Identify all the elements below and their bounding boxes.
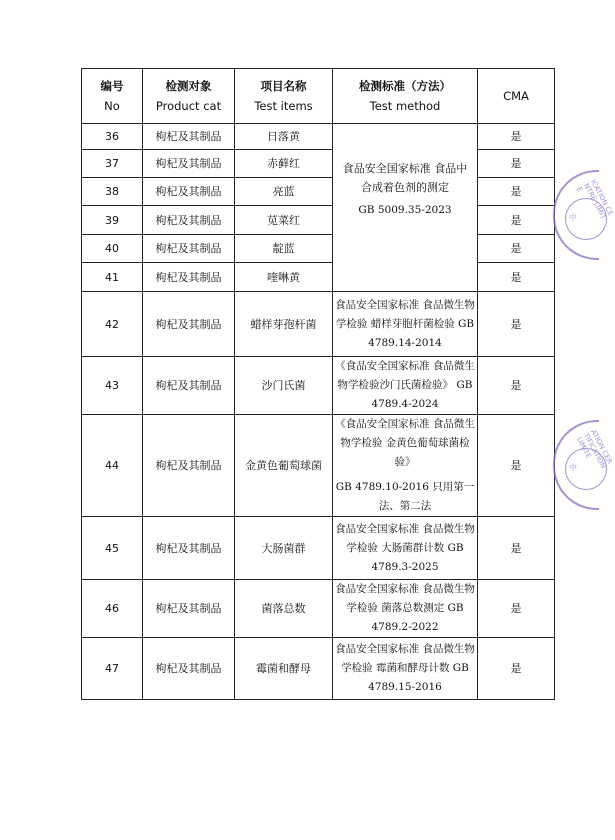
header-product: 检测对象 Product cat [143,69,235,124]
seal-stamp-top [553,170,615,260]
cell-no: 43 [82,357,143,415]
certification-scope-table [81,68,555,700]
cell-product: 枸杞及其制品 [143,124,235,150]
cell-product: 枸杞及其制品 [143,580,235,638]
table-row [82,638,555,700]
cell-item: 金黄色葡萄球菌 [235,415,333,517]
cell-product: 枸杞及其制品 [143,415,235,517]
cell-cma: 是 [478,580,555,638]
cell-method: 食品安全国家标准 食品微生物学检验 菌落总数测定 GB 4789.2-2022 [333,580,478,638]
header-test-items: 项目名称 Test items [235,69,333,124]
cell-no: 41 [82,263,143,292]
cell-item: 苋菜红 [235,206,333,235]
method-text: 《食品安全国家标准 食品微生物学检验 金黄色葡萄球菌检验》 [335,418,475,468]
table-row [82,178,555,206]
cell-method-merged [333,124,478,292]
cell-no: 37 [82,150,143,178]
cell-no: 46 [82,580,143,638]
cell-item: 喹啉黄 [235,263,333,292]
cell-no: 38 [82,178,143,206]
cell-product: 枸杞及其制品 [143,178,235,206]
cell-product: 枸杞及其制品 [143,292,235,357]
cell-cma: 是 [478,415,555,517]
cell-product: 枸杞及其制品 [143,235,235,263]
cell-item: 靛蓝 [235,235,333,263]
cell-no: 40 [82,235,143,263]
cell-item: 蜡样芽孢杆菌 [235,292,333,357]
cell-product: 枸杞及其制品 [143,357,235,415]
method-text: 食品安全国家标准 食品中合成着色剂的测定 [342,162,468,194]
seal-char: 中 [569,213,577,222]
cell-item: 亮蓝 [235,178,333,206]
cell-product: 枸杞及其制品 [143,263,235,292]
table-row [82,580,555,638]
cell-product: 枸杞及其制品 [143,517,235,580]
cell-method: 食品安全国家标准 食品微生物学检验 大肠菌群计数 GB 4789.3-2025 [333,517,478,580]
cell-method [333,415,478,517]
table-row [82,415,555,517]
cell-cma: 是 [478,638,555,700]
cell-no: 45 [82,517,143,580]
table-row [82,235,555,263]
cell-item: 日落黄 [235,124,333,150]
cell-product: 枸杞及其制品 [143,638,235,700]
cell-cma: 是 [478,206,555,235]
table-row [82,263,555,292]
seal-text: ICATION CENTRE LIMITE [574,178,615,221]
cell-method: 食品安全国家标准 食品微生物学检验 霉菌和酵母计数 GB 4789.15-2016 [333,638,478,700]
cell-no: 44 [82,415,143,517]
cell-item: 霉菌和酵母 [235,638,333,700]
cell-method: 《食品安全国家标准 食品微生物学检验沙门氏菌检验》 GB 4789.4-2024 [333,357,478,415]
cell-cma: 是 [478,150,555,178]
cell-item: 赤藓红 [235,150,333,178]
table-row [82,292,555,357]
cell-no: 47 [82,638,143,700]
cell-no: 39 [82,206,143,235]
cell-cma: 是 [478,517,555,580]
cell-cma: 是 [478,292,555,357]
cell-cma: 是 [478,263,555,292]
cell-product: 枸杞及其制品 [143,206,235,235]
seal-char: 中 [569,463,577,472]
cell-item: 沙门氏菌 [235,357,333,415]
header-test-method: 检测标准（方法） Test method [333,69,478,124]
header-no: 编号 No [82,69,143,124]
seal-text: ATION CERTIFICATION LIMITE [574,428,614,470]
method-standard: GB 5009.35-2023 [358,204,452,216]
header-cma: CMA [478,69,555,124]
method-standard: GB 4789.10-2016 只用第一法、第二法 [335,481,475,512]
cell-cma: 是 [478,357,555,415]
cell-item: 大肠菌群 [235,517,333,580]
table-row [82,517,555,580]
cell-no: 36 [82,124,143,150]
cell-cma: 是 [478,235,555,263]
cell-product: 枸杞及其制品 [143,150,235,178]
table-row [82,150,555,178]
cell-method: 食品安全国家标准 食品微生物学检验 蜡样芽胞杆菌检验 GB 4789.14-2014 [333,292,478,357]
table-row [82,124,555,150]
table-header-row [82,69,555,124]
cell-cma: 是 [478,124,555,150]
cell-no: 42 [82,292,143,357]
table-row [82,206,555,235]
cell-cma: 是 [478,178,555,206]
table-row [82,357,555,415]
seal-stamp-bottom [553,420,614,510]
cell-item: 菌落总数 [235,580,333,638]
